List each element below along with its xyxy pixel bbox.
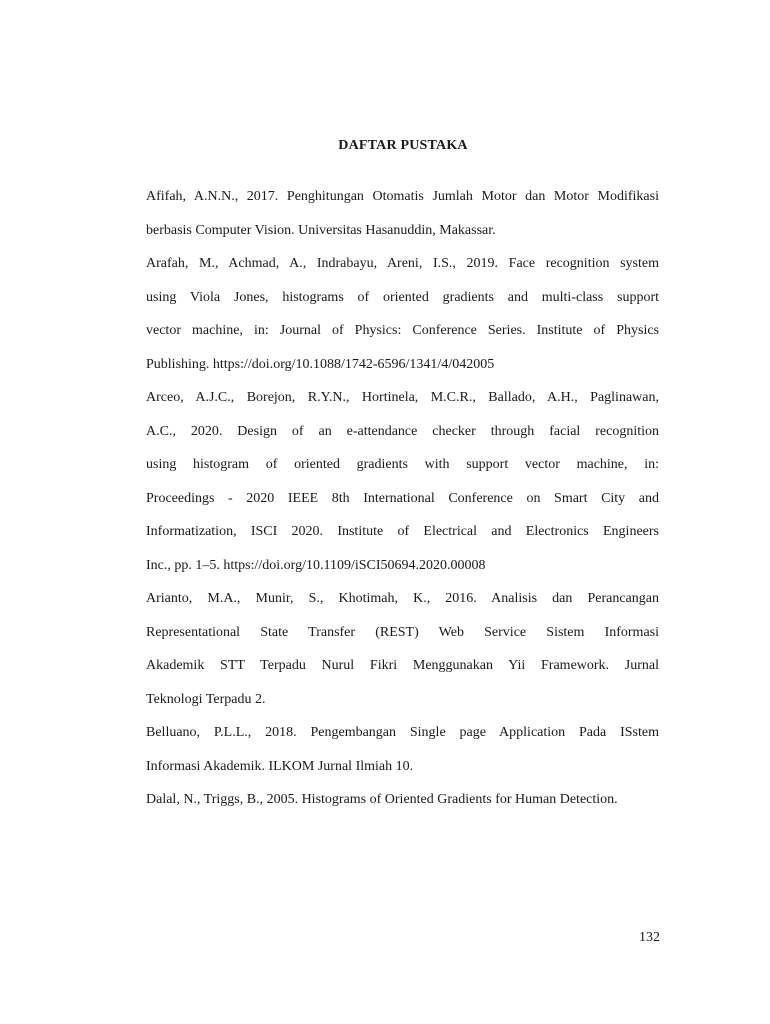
reference-entry <box>146 247 659 381</box>
reference-line: Afifah, A.N.N., 2017. Penghitungan Otomatis Jumlah Motor dan Motor Modifikasi <box>146 189 659 204</box>
reference-entry <box>146 716 659 783</box>
reference-entry <box>146 381 659 582</box>
reference-line: Belluano, P.L.L., 2018. Pengembangan Single page Application Pada ISstem <box>146 725 659 740</box>
reference-line: Akademik STT Terpadu Nurul Fikri Menggunakan Yii Framework. Jurnal <box>146 658 659 673</box>
reference-line: Publishing. https://doi.org/10.1088/1742-6596/1341/4/042005 <box>146 356 495 372</box>
reference-line: Informatization, ISCI 2020. Institute of Electrical and Electronics Engineers <box>146 524 659 539</box>
reference-line: Arceo, A.J.C., Borejon, R.Y.N., Hortinela, M.C.R., Ballado, A.H., Paglinawan, <box>146 390 659 405</box>
reference-line: Teknologi Terpadu 2. <box>146 691 266 707</box>
reference-line: Inc., pp. 1–5. https://doi.org/10.1109/iSCI50694.2020.00008 <box>146 557 486 573</box>
reference-line: Informasi Akademik. ILKOM Jurnal Ilmiah 10. <box>146 758 414 774</box>
reference-line: using Viola Jones, histograms of oriented gradients and multi-class support <box>146 289 659 305</box>
page-title: DAFTAR PUSTAKA <box>338 138 468 153</box>
reference-line: using histogram of oriented gradients with support vector machine, in: <box>146 457 659 472</box>
reference-line: Arafah, M., Achmad, A., Indrabayu, Areni, I.S., 2019. Face recognition system <box>146 256 659 271</box>
reference-line: Dalal, N., Triggs, B., 2005. Histograms of Oriented Gradients for Human Detection. <box>146 792 618 807</box>
reference-line: A.C., 2020. Design of an e-attendance checker through facial recognition <box>146 423 659 439</box>
reference-line: vector machine, in: Journal of Physics: Conference Series. Institute of Physics <box>146 323 659 338</box>
reference-line: Representational State Transfer (REST) Web Service Sistem Informasi <box>146 624 659 640</box>
reference-list <box>146 180 659 817</box>
reference-line: Arianto, M.A., Munir, S., Khotimah, K., 2016. Analisis dan Perancangan <box>146 591 659 606</box>
page-number: 132 <box>639 930 660 945</box>
reference-entry <box>146 783 659 817</box>
reference-line: Proceedings - 2020 IEEE 8th International Conference on Smart City and <box>146 490 659 506</box>
reference-entry <box>146 582 659 716</box>
reference-line: berbasis Computer Vision. Universitas Hasanuddin, Makassar. <box>146 222 496 238</box>
reference-entry <box>146 180 659 247</box>
